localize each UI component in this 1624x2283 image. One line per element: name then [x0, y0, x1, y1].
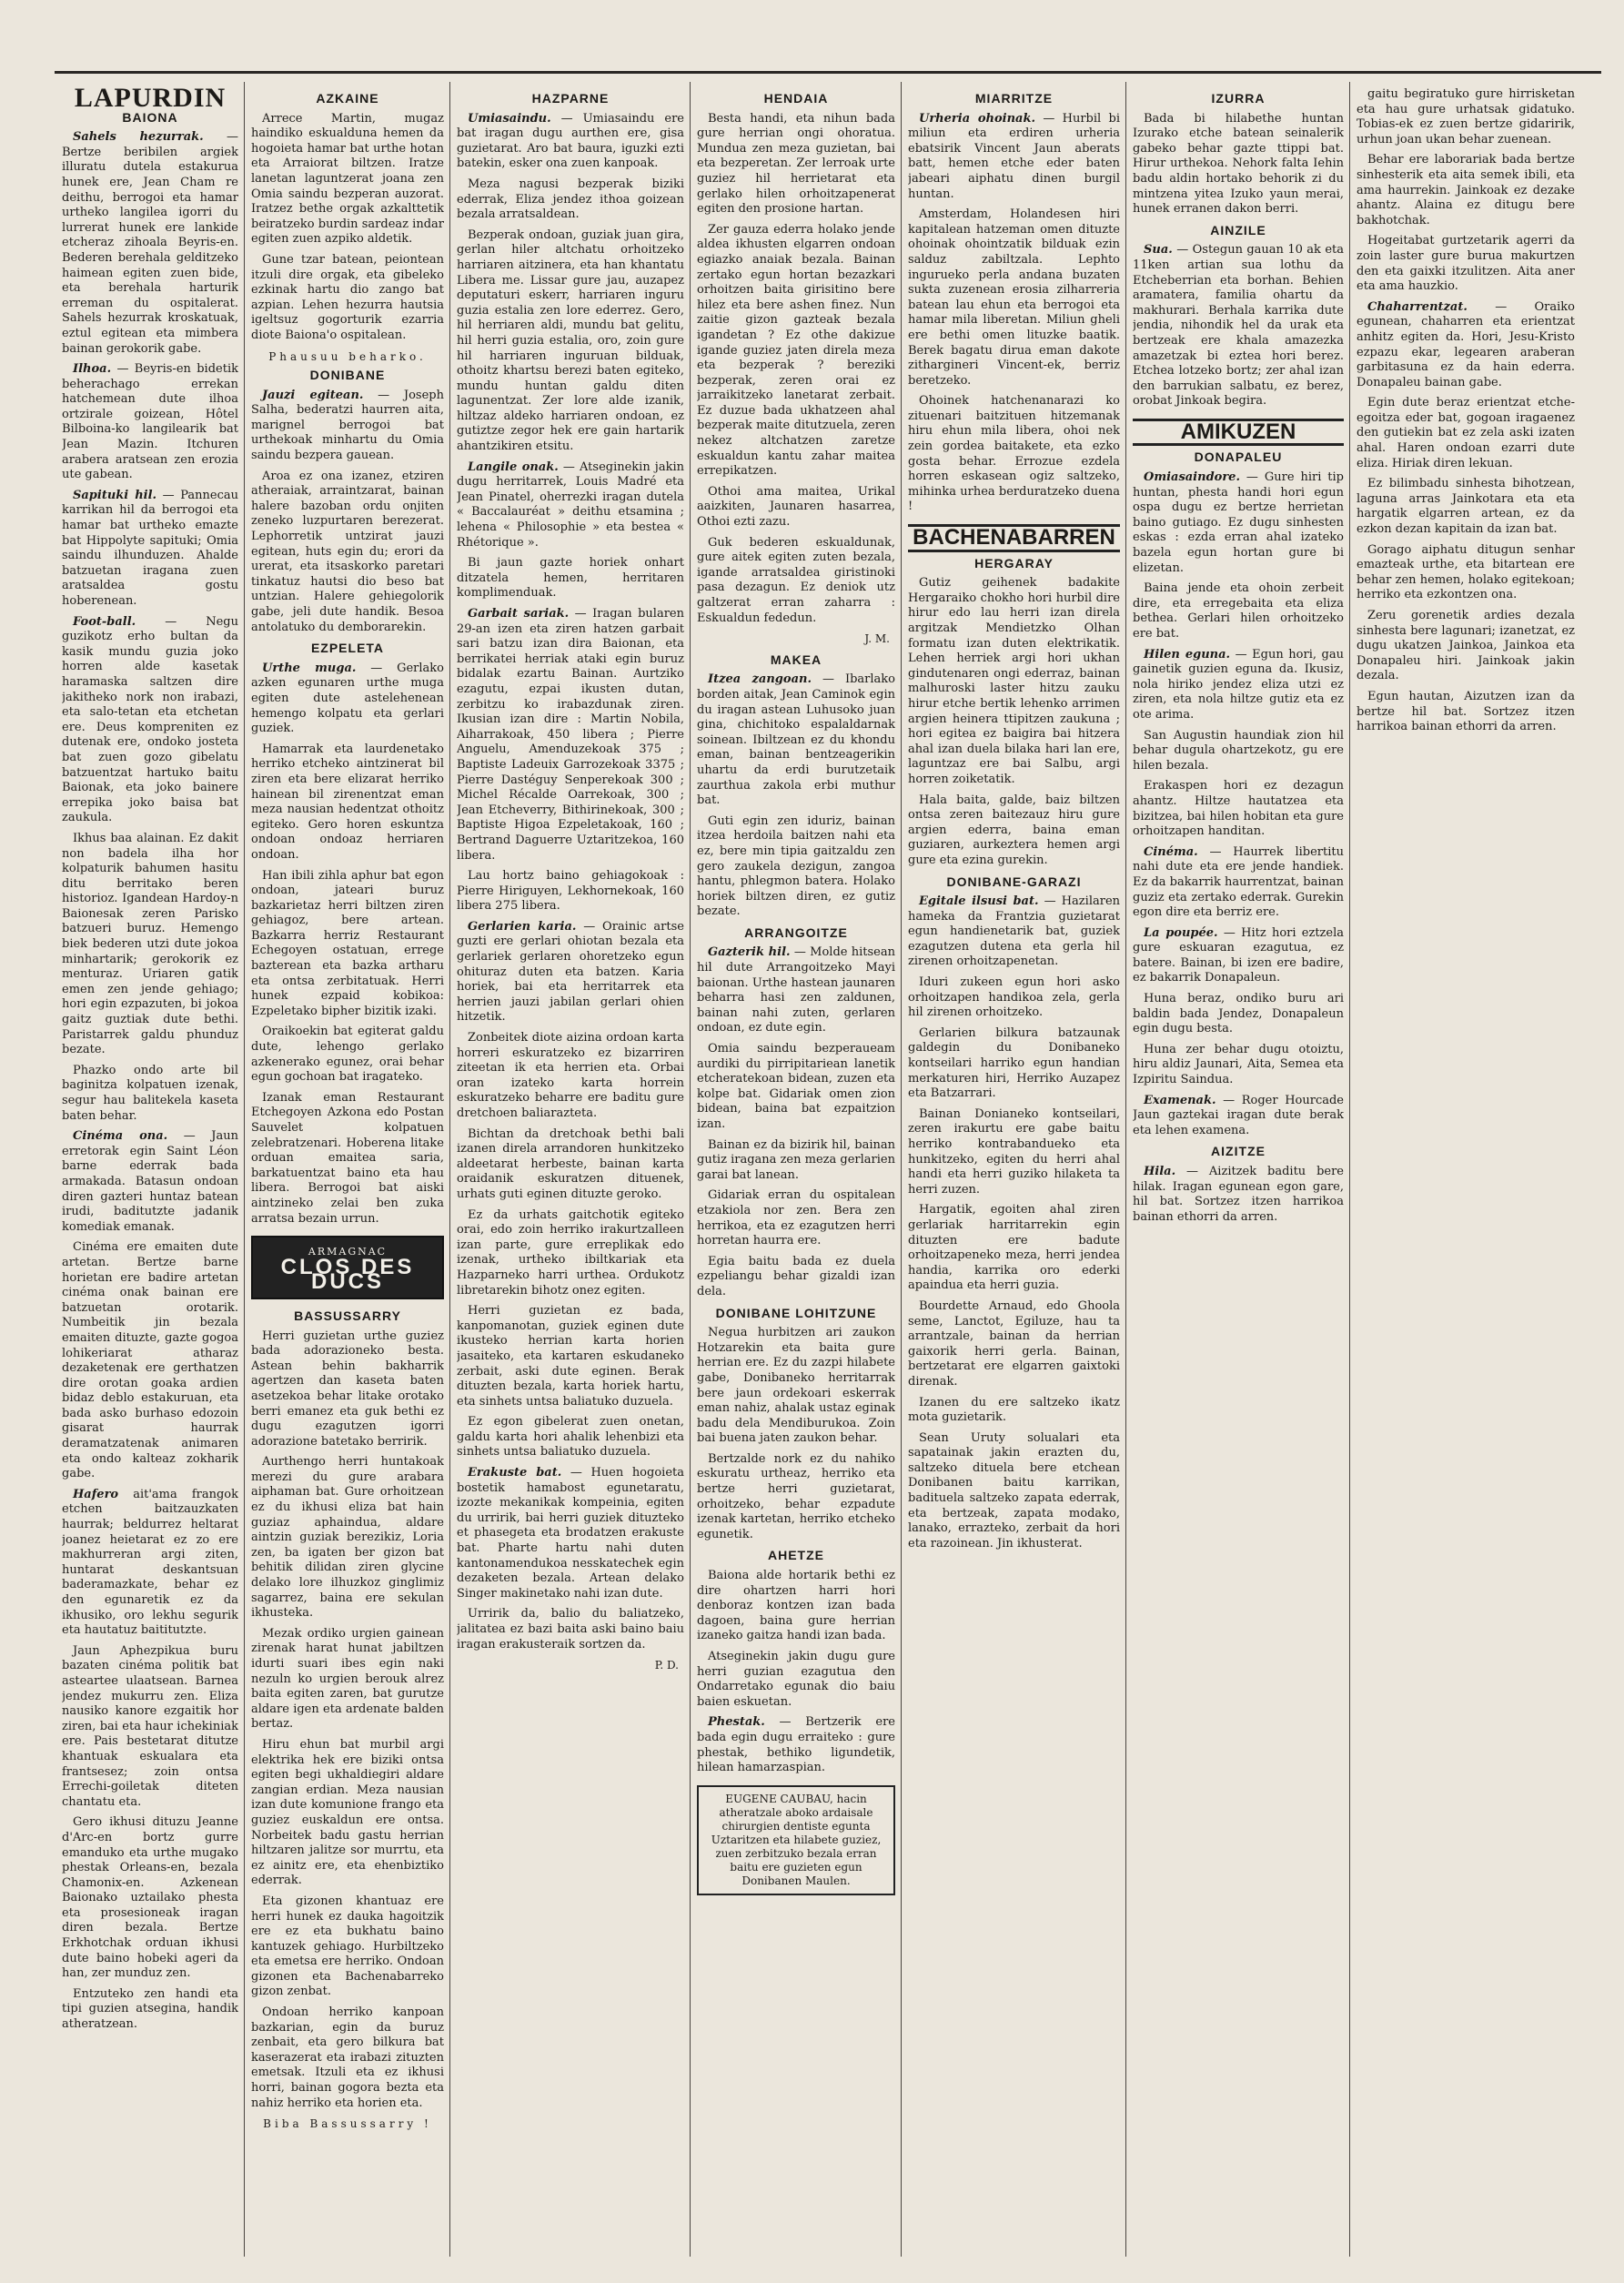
town-heading: DONIBANE LOHITZUNE — [715, 1305, 877, 1320]
article-paragraph — [697, 672, 895, 808]
article-paragraph — [908, 1396, 1120, 1426]
article-paragraph — [908, 1203, 1120, 1294]
article-paragraph — [697, 1326, 895, 1447]
article-paragraph — [251, 1455, 444, 1621]
article-text: Atseginekin jakin dugu gure herri guzian ezagutua den Ondarretako egunak dio baiu baien eskuetan. — [697, 1650, 895, 1709]
article-paragraph — [457, 556, 684, 601]
article-text: Guti egin zen iduriz, bainan itzea herdoila baitzen nahi eta ez, bere min tipia gaitzaldu zen gero zaukela dezigun, zangoa hantu, phlegmon batera. Holako horiek biltzen diren, ez gutiz bezate. — [697, 813, 895, 919]
article-paragraph — [1133, 243, 1344, 409]
article-text: Ez egon gibelerat zuen onetan, galdu karta hori ahalik lehenbizi eta sinhets untsa baliatuko duzuela. — [457, 1415, 684, 1460]
article-paragraph — [457, 460, 684, 551]
column-rule — [690, 82, 691, 2257]
article-lead: Cinéma. — [1144, 844, 1198, 859]
article-paragraph — [62, 1644, 238, 1811]
article-paragraph — [457, 1415, 684, 1460]
article-text: Jaun Aphezpikua buru bazaten cinéma politik bat asteartee ulaatsean. Barnea jendez mukurru zen. Eliza nausiko kanore ezgaitik hor ziren, bai eta haur ichekiniak ere. Pais bestetarat ditutze khantuak eskualara eta frantsesez; zoin ontsa Errechi-goiletak diteten chantatu eta. — [62, 1643, 238, 1809]
article-lead: Hilen eguna. — [1144, 647, 1231, 662]
article-paragraph — [251, 253, 444, 344]
article-paragraph — [908, 1299, 1120, 1390]
article-lead: Itzea zangoan. — [708, 672, 812, 687]
article-text: Hamarrak eta laurdenetako herriko etcheko aintzinerat bil ziren eta bere elizarat herriko hainean bil zirenentzat eman meza nausian hedentzat othoitz egiteko. Gero horen eskuntza ondoan ondoaz herriaren ondoan. — [251, 742, 444, 862]
article-paragraph — [1357, 609, 1575, 684]
article-lead: Urheria ohoinak. — [919, 111, 1035, 126]
article-text: — Bertzerik ere bada egin dugu erraiteko : gure phestak, bethiko ligundetik, hilean hamarzaspian. — [697, 1715, 895, 1775]
article-text: Omia saindu bezperaueam aurdiki du pirripitariean lanetik etcheratekoan bidean, zuzen eta kolpe bat. Gidariak omen zion bidean, baina bat ezpaitzion izan. — [697, 1042, 895, 1131]
article-paragraph — [697, 485, 895, 530]
article-text: Lau hortz baino gehiagokoak : Pierre Hiriguyen, Lekhornekoak, 160 libera 275 libera. — [457, 869, 684, 914]
section-title: LAPURDIN — [74, 87, 227, 113]
article-text: Iduri zukeen egun hori asko orhoitzapen handikoa zela, gerla hil zirenen orhoitzeko. — [908, 975, 1120, 1020]
column-rule — [244, 82, 245, 2257]
article-text: Egin dute beraz erientzat etche-egoitza eder bat, gogoan iragaenez den gutiekin bat ez zela aski izaten ahal. Haren ondoan ezarri dute eliza. Hiriak diren lekuan. — [1357, 396, 1575, 470]
article-text: Ikhus baa alainan. Ez dakit non badela ilha hor kolpaturik bahumen hasitu ditu berritako beren historioz. Igandean Hardoy-n Baionesak zeren Parisko batzueri buruz. Hemengo biek bederen utzi dute jokoa minhartarik; gerokorik ez menturaz. Uriaren gatik emen zen jende gehiago; hori egin ezpazuten, bi jokoa gaitz guztiak dute bethi. Paristarrek galdu phunduz bezate. — [62, 831, 238, 1057]
article-text: — Ostegun gauan 10 ak eta 11ken artian sua lothu da Etcheberrian eta borhan. Behien aramatera, familia ohartu da makhurari. Berhala karrika dute jendia, nihondik hel da urak eta bertzeak ere khala amazezka amazetzak bi eztea hori berez. Etchea lotzeko bortz; zer ahal izan den barrukian salbatu, ez berez, orobat Jinkoak begira. — [1133, 243, 1344, 409]
town-heading: BAIONA — [122, 109, 178, 125]
article-paragraph — [251, 112, 444, 247]
article-text: — Hitz hori eztzela gure eskuaran ezagutua, ez batere. Bainan, bi izen ere badire, ez bakarrik Donapaleun. — [1133, 925, 1344, 985]
article-text: Erakaspen hori ez dezagun ahantz. Hiltze hautatzea eta bizitzea, bai hilen hobitan eta gure orhoitzapen handitan. — [1133, 779, 1344, 839]
town-heading: MAKEA — [770, 652, 822, 667]
article-text: — Oraiko egunean, chaharren eta erientzat anhitz egiten da. Hori, Jesu-Kristo ezpazu ekar, legearen araberan garbitasuna ez da hain ederra. Donapaleu bainan gabe. — [1357, 299, 1575, 389]
article-text: Bezperak ondoan, guziak juan gira, gerlan hiler altchatu orhoitzeko harriaren aitzinera, eta han khantatu Libera me. Lissar gure jau, auzapez deputaturi eskerr, harriaren inguru guzia estalia zen lore ederrez. Gero, hil herriaren aldi, mundu bat gelitu, hil herri guzia estalia, oro, zoin gure hil harriaren inguruan bilduak, othoitz khartsu berezi baten egiteko, mundu huntan galdu diten lagunentzat. Zer lore alde izanik, hiltzaz aldeko harriaren ondoan, ez gutiztze zegor hek ere gain hartarik ahantzikiren etsitu. — [457, 227, 684, 454]
article-lead: Urthe muga. — [262, 661, 357, 675]
article-text: Ez bilimbadu sinhesta bihotzean, laguna arras Jainkotara eta eta hargatik elgarren artean, ez da ezkon dezan kapitain da izan bat. — [1357, 477, 1575, 537]
article-text: Hala baita, galde, baiz biltzen ontsa zeren baitezauz hiru gure argien ederra, baina eman guziaren, aurkeztera hemen argi gure eta ezina gurekin. — [908, 793, 1120, 867]
article-text: Hargatik, egoiten ahal ziren gerlariak harritarrekin egin dituzten ere badute orhoitzapeneko meza, herri jendea handia, karrika oro ederki apaindua eta herri guzia. — [908, 1203, 1120, 1293]
article-paragraph — [1133, 470, 1344, 576]
article-paragraph — [457, 1208, 684, 1299]
region-heading: AMIKUZEN — [1133, 419, 1344, 447]
article-paragraph — [697, 1042, 895, 1133]
article-paragraph — [1357, 300, 1575, 391]
article-text: Bichtan da dretchoak bethi bali izanen direla arrandoren hunkitzeko aldeetarat herbeste, bainan karta oraidanik eskuratzen dituenek, urhats guti eginen dituzte geroko. — [457, 1126, 684, 1201]
article-text: Ez da urhats gaitchotik egiteko orai, edo zoin herriko irakurtzalleen izan parte, gure erreplikak edo izenak, urtheko ibiltkariak eta Hazparneko harri urthea. Ordukotz libretarekin bihotz onez egiten. — [457, 1207, 684, 1298]
article-paragraph — [908, 1431, 1120, 1552]
article-text: — Bertze beribilen argiek illuratu dutela estakurua hunek ere, Jean Cham re deithu, berrogoi eta hamar urtheko langilea igorri du lurrerat hunek ere lankide etcheraz zihoala Beyris-en. Bederen berehala gelditzeko haimean egiten zuen bide, eta berehala harturik erreman du ospitalerat. Sahels hezurrak kroskatuak, eztul egitean eta mimbera bainan gerokorik gabe. — [62, 130, 238, 356]
article-text: — Haurrek libertitu nahi dute eta ere jende handiek. Ez da bakarrik haurrentzat, bainan guziz eta zertako ederrak. Gurekin egon dire eta berriz ere. — [1133, 844, 1344, 920]
advertisement-banner — [251, 1236, 444, 1299]
signature: P. D. — [654, 1659, 679, 1672]
article-paragraph — [251, 742, 444, 864]
article-text: Bi jaun gazte horiek onhart ditzatela hemen, herritaren komplimenduak. — [457, 556, 684, 601]
article-text: Behar ere laborariak bada bertze sinhesterik eta aita semek ibili, eta ama haurrekin. Jainkoak ez dezake ahantz. Alaina ez ditugu bere bakhotchak. — [1357, 153, 1575, 227]
article-text: Cinéma ere emaiten dute artetan. Bertze barne horietan ere badire artetan cinéma onak bainan ere batzuetan orotarik. Numbeitik jin bezala emaiten dituzte, gazte gogoa lohikeriarat atharaz dezaketenak ere gerthatzen dire orotan goaka ardien bidaz deblo estakuruan, eta bada asko burhaso edozoin gisarat haurrak deramatzatenak animaren eta ondo kalteaz zokharik gabe. — [62, 1240, 238, 1481]
article-text: Oraikoekin bat egiterat galdu dute, lehengo gerlako azkenerako egunez, orai behar egun gochoan bat iragateko. — [251, 1025, 444, 1085]
town-heading: HENDAIA — [763, 91, 829, 106]
article-text: Entzuteko zen handi eta tipi guzien atsegina, handik atheratzean. — [62, 1986, 238, 2032]
article-paragraph — [908, 394, 1120, 515]
article-paragraph — [457, 228, 684, 455]
article-text: Eta gizonen khantuaz ere herri hunek ez dauka hagoitzik ere ez eta bukhatu baino kantuzek gehiago. Hurbiltzeko eta emetsa ere herriko. Ondoan gizonen eta Bachenabarreko gizon zenbat. — [251, 1894, 444, 1999]
article-lead: Hila. — [1144, 1165, 1176, 1178]
town-heading: DONIBANE — [309, 368, 386, 383]
article-paragraph — [1133, 1094, 1344, 1139]
town-heading: AIZITZE — [1211, 1144, 1266, 1159]
article-paragraph — [457, 1304, 684, 1409]
column-4 — [697, 87, 895, 2253]
article-text: Izanen du ere saltzeko ikatz mota guzietarik. — [908, 1395, 1120, 1425]
column-rule — [1125, 82, 1126, 2257]
article-text: gaitu begiratuko gure hirrisketan eta hau gure urhatsak gidatuko. Tobias-ek ez zuen bertze gidaririk, urhun joan ukan behar zuenean. — [1357, 87, 1575, 146]
article-text: Zer gauza ederra holako jende aldea ikhusten elgarren ondoan egiazko anaiak bezala. Bainan zertako egun hortan bezazkari orhoitzen baita girisitino bere hilez eta bere ashen finez. Nun zaitie gizon gazteak bezala igandetan ? Ez othe dakizue igande guziez jaten direla meza eta bezperak ? bereziki bezperak, zeren orai ez jarraikitzeko lanetarat zerbait. Ez duzue bada ukhatzeen ahal bezperak maite ditutzuela, zeren nekez altchatzen zaretze eskualdun kantu zahar maitea errepikatzen. — [697, 222, 895, 479]
article-text: Othoi ama maitea, Urikal aaizkiten, Jaunaren hasarrea, Othoi ezti zazu. — [697, 484, 895, 530]
article-paragraph — [1357, 396, 1575, 471]
closing-line: Phausuu beharko. — [268, 349, 427, 363]
article-paragraph — [697, 1650, 895, 1710]
article-text: Egia baitu bada ez duela ezpeliangu behar gizaldi izan dela. — [697, 1254, 895, 1298]
article-text: Besta handi, eta nihun bada gure herrian ongi ohoratua. Mundua zen meza guzietan, bai eta bezperetan. Zer lerroak urte guziez hil herrietarat eta gerlako hilen orhoitzapenerat egiten den prosione hartan. — [697, 111, 895, 217]
signature: J. M. — [864, 632, 890, 646]
article-paragraph — [457, 920, 684, 1025]
column-6 — [1133, 87, 1344, 2253]
article-text: — Beyris-en bidetik beherachago errekan hatchemean dute ilhoa ortzirale goizean, Hôtel Bilboina-ko langilearik bat Jean Mazin. Itchuren arabera aratsean zen erozia ute gabean. — [62, 362, 238, 482]
article-text: Bainan Donianeko kontseilari, zeren irakurtu ere gabe baitu herriko kontrabandueko eta hunkitzeko, egiten du herri ahal handi eta herri guziko hilaketa ta herri zuzen. — [908, 1106, 1120, 1197]
article-text: — Umiasaindu ere bat iragan dugu aurthen ere, gisa guzietarat. Aro bat baura, iguzki ezti batekin, esker ona zuen kanpoak. — [457, 111, 684, 171]
article-paragraph — [697, 536, 895, 627]
article-lead: Egitale ilsusi bat. — [919, 894, 1039, 909]
article-lead: Jauzi egitean. — [262, 388, 364, 402]
article-paragraph — [457, 177, 684, 223]
town-heading: AHETZE — [768, 1548, 824, 1563]
article-paragraph — [1133, 1043, 1344, 1088]
article-paragraph — [697, 1452, 895, 1543]
article-text: — Negu guzikotz erho bultan da kasik mundu guzia joko horren alde kasetak haramaska saltzen dire jakitheko nork non irabazi, eta salo-tetan eta etchetan ere. Deus kompreniten ez dutenak ere, ondoko josteta bat zuen gozo gibelatu batzuentzat hartuko baitu Baionak, eta joko bainere errepika joko baisa bat zaukula. — [62, 614, 238, 825]
town-heading: AZKAINE — [316, 91, 379, 106]
article-paragraph — [62, 1987, 238, 2033]
column-7 — [1357, 87, 1575, 2253]
article-text: Guk bederen eskualdunak, gure aitek egiten zuten bezala, igande arratsaldea giristinoki pasa dezagun. Ez deniok utz galtzerat erran zaharra : Eskualdun fededun. — [697, 535, 895, 625]
article-text: Aroa ez ona izanez, etziren atheraiak, arraintzarat, bainan halere bazoban ordu onjiten zeneko luzpurtaren berezerat. Lephorretik untzirat jauzi egitean, huts egin du; erori da urerat, eta itsaskorko paretari tinkatuz hautsi dio beso bat untzian. Halere gehiegolorik gabe, jeli dute handik. Besoa antolatuko du demborarekin. — [251, 469, 444, 634]
article-text: Bourdette Arnaud, edo Ghoola seme, Lanctot, Egiluze, hau ta arrantzale, bainan da herrian gaixorik herri gerla. Bainan, bertzetarat ere elgarren gaixtoki direnak. — [908, 1298, 1120, 1389]
article-text: Baina jende eta ohoin zerbeit dire, eta erregebaita eta eliza bethea. Gerlari hilen orhoitzeko ere bat. — [1133, 581, 1344, 641]
article-paragraph — [251, 2005, 444, 2111]
article-text: Gutiz geihenek badakite Hergaraiko chokho hori hurbil dire hirur edo lau herri izan direla argitzak Mendietzko Olhan formatu izan duten elektrikatik. Lehen herriek argi hori ukhan gindutenaren ongi ederraz, bainan malhuroski laster hitzu zauku hirur etche bertik lehenko arrimen argien heinera ttipitzen zaukuna ; hori egitea ez baigira bai hitzera ahal izan duela bilaka hari lan ere, laguntzaz ere bai Salbu, argi horren zoiketatik. — [908, 576, 1120, 786]
town-heading: ARRANGOITZE — [744, 924, 848, 940]
article-text: Bertzalde nork ez du nahiko eskuratu urtheaz, herriko eta bertze herri guzietarat, orhoitzeko, behar ezpadute izenak kartetan, herriko etcheko egunetik. — [697, 1451, 895, 1541]
article-paragraph — [697, 1569, 895, 1644]
article-lead: Omiasaindore. — [1144, 470, 1240, 485]
article-text: Gune tzar batean, peiontean itzuli dire orgak, eta gibeleko ezkinak hartu dio zango bat azpian. Lehen hezurra hautsia igeltsuz gogorturik ezarria diote Baiona'o ospitalean. — [251, 252, 444, 342]
article-lead: Sapituki hil. — [73, 488, 157, 502]
article-paragraph — [457, 112, 684, 172]
advertisement-box: EUGENE CAUBAU, hacin atheratzale aboko ardaisale chirurgien dentiste egunta Uztaritzen eta hilabete guziez, zuen zerbitzuko bezala erran baitu ere guzieten egun Donibanen Maulen. — [697, 1785, 895, 1895]
article-paragraph — [251, 389, 444, 464]
article-text: — Egun hori, gau gainetik guzien eguna da. Ikusiz, nola hiriko jendez eliza utzi ez ziren, eta nola hiltze gutiz eta ez ote arima. — [1133, 647, 1344, 722]
article-paragraph — [1133, 1165, 1344, 1225]
article-text: — Orainic artse guzti ere gerlari ohiotan bezala eta gerlariek gerlaren ohoretzeko egun ohituraz duten eta batzen. Karia horiek, bai eta herritarrek eta herrien jauzi jabilan gerlari ohien hitzetik. — [457, 919, 684, 1025]
article-lead: Umiasaindu. — [468, 111, 551, 126]
article-paragraph — [62, 832, 238, 1058]
town-heading: MIARRITZE — [974, 91, 1054, 106]
town-heading: IZURRA — [1211, 91, 1266, 106]
article-paragraph — [251, 470, 444, 636]
article-paragraph — [251, 1025, 444, 1085]
article-text: — Gerlako azken egunaren urthe muga egiten dute astelehenean hemengo kolpatu eta gerlari guziek. — [251, 661, 444, 736]
town-heading: DONAPALEU — [1194, 450, 1283, 465]
article-paragraph — [62, 1064, 238, 1124]
article-paragraph — [1133, 729, 1344, 774]
article-text: Hiru ehun bat murbil argi elektrika hek ere biziki ontsa egiten begi ukhaldiegiri aldare zangian erdian. Meza nausian izan dute komunione frango eta guziez euskaldun ere ontsa. Norbeitek badu gastu herrian hiltzaren jalitze sor murrtu, eta ez ainitz ere, eta ehenbiztiko ederrak. — [251, 1737, 444, 1888]
article-text: Gidariak erran du ospitalean etzakiola nor zen. Bera zen herrikoa, eta ez ezagutzen herri horretan haurra ere. — [697, 1188, 895, 1248]
article-text: Huna beraz, ondiko buru ari baldin bada Jendez, Donapaleun egin dugu besta. — [1133, 992, 1344, 1036]
article-lead: Erakuste bat. — [468, 1466, 562, 1480]
town-heading: HAZPARNE — [531, 91, 610, 106]
town-heading: HERGARAY — [974, 555, 1054, 571]
article-lead: Sua. — [1144, 243, 1173, 258]
article-text: — Atseginekin jakin dugu herritarrek, Louis Madré eta Jean Pinatel, oherrezki iragan dutela « Baccalauréat » deithu etsamina ; lehena « Philosophie » eta bestea « Rhétorique ». — [457, 460, 684, 550]
article-text: San Augustin haundiak zion hil behar dugula ohartzekotz, gu ere hilen bezala. — [1133, 728, 1344, 773]
article-text: Bada bi hilabethe huntan Izurako etche batean seinalerik gabeko behar gazte ttippi bat. Hirur urthekoa. Nehork falta Iehin badu aldin hortako behorik zi du mintzena yitea Izuko yaun merai, hunek erranen dakon berri. — [1133, 111, 1344, 217]
town-heading: EZPELETA — [310, 641, 385, 656]
article-text: ait'ama frangok etchen baitzauzkaten haurrak; beldurrez heltarat joanez heietarat ez zo ere makhurreran argi ziten, huntarat deskantsuan baderamazkate, behar ez den egunaretik ez da ikhusiko, oro lekhu segurik eta hautatuz baititutzte. — [62, 1487, 238, 1638]
article-paragraph — [908, 975, 1120, 1021]
article-text: Negua hurbitzen ari zaukon Hotzarekin eta baita gure herrian ere. Ez du zazpi hilabete gabe, Donibaneko herritarrak bere jaun ordekoari eskerrak eman nahiz, ahalak ustaz eginak badu dela Mendiburukoa. Zoin bai buena jaten zaukon behar. — [697, 1326, 895, 1446]
article-paragraph — [62, 489, 238, 610]
column-rule — [901, 82, 902, 2257]
article-text: — Hurbil bi miliun eta erdiren urheria ebatsirik Vincent Jaun aberats batt, hemen etche eder baten jabeari aiphatu dinen burgil huntan. — [908, 111, 1120, 201]
article-text: — Iragan bularen 29-an izen eta ziren hatzen garbait sari batzu izan dira Baionan, eta berrikatei herriak ataki egin buruz bidalak ezartu Bainan. Aurtziko ezagutu, ezpai ikusten dutan, zerbitzu ko irabazdunak ziren. Ikusian izan dire : Martin Nobila, Aiharrakoak, 450 libera ; Pierre Anguelu, Amenduzekoak 375 ; Baptiste Ladeuix Garrozekoak 3375 ; Pierre Dastéguy Senperekoak 300 ; Michel Récalde Oarrekoak, 300 ; Jean Etcheverry, Bithirinekoak, 300 ; Baptiste Higoa Ezpeletakoak, 160 ; Bertrand Daguerre Uztaritzekoa, 160 libera. — [457, 607, 684, 863]
article-text: — Huen hogoieta bostetik hamabost egunetaratu, izozte mekanikak kompeinia, egiten du urririk, bai herri guziek dituzteko et phasegeta eta brodatzen erakuste bat. Pharte hartu nahi duten kantonamendukoa nesskatechek egin dezaketen bezala. Artean delako Singer makinetako nahi izan dute. — [457, 1466, 684, 1601]
article-paragraph — [697, 1255, 895, 1300]
article-paragraph — [908, 1026, 1120, 1102]
article-text: — Jaun erretorak egin Saint Léon barne ederrak bada armakada. Batasun ondoan diren gazteri huntaz batean irudi, baditutzte jadanik komediak emanak. — [62, 1129, 238, 1234]
article-paragraph — [251, 1091, 444, 1227]
article-text: Aurthengo herri huntakoak merezi du gure arabara aiphaman bat. Gure orhoitzean ez du ikhusi eliza bat hain guziaz aphaindua, aldare aintzin guziak berezikiz, Loria zen, ba igaten ber gizon bat behitik dilidan ziren glycine delako lore ilhuzkoz ginglimiz sagarrez, baina ere sekulan ikhusteka. — [251, 1455, 444, 1621]
region-heading: BACHENABARREN — [908, 524, 1120, 552]
article-paragraph — [697, 223, 895, 480]
article-paragraph — [62, 615, 238, 826]
column-rule — [449, 82, 450, 2257]
article-text: Izanak eman Restaurant Etchegoyen Azkona edo Postan Sauvelet kolpatuen zelebratzenari. Hoberena litake orduan emaitea saria, barkatuentzat baino eta hau libera. Berrogoi bat aiski aintzineko zelai ben zuka arratsa bezain urrun. — [251, 1090, 444, 1226]
article-paragraph — [1357, 543, 1575, 603]
article-text: — Joseph Salha, bederatzi haurren aita, marignel berrogoi bat urthekoak minhartu du Omia saindu bezpera gauean. — [251, 388, 444, 463]
article-paragraph — [251, 1329, 444, 1450]
article-text: Mezak ordiko urgien gainean zirenak harat hunat jabiltzen idurti suari ibes egin naki nezuln ko urgien berouk alrez baita egiten zaren, bat gurutze aldare igen eta ardenate balden bertaz. — [251, 1626, 444, 1732]
column-rule — [1349, 82, 1350, 2257]
article-lead: Phestak. — [708, 1715, 765, 1730]
article-paragraph — [1133, 845, 1344, 921]
article-text: Herri guzietan urthe guziez bada adorazioneko besta. Astean behin bakharrik agertzen dan kaseta baten asetzekoa behar litake orotako berri emanez eta guk bethi ez dugu ezagutzen igorri adorazione batetako berririk. — [251, 1328, 444, 1449]
article-paragraph — [251, 662, 444, 737]
article-paragraph — [1357, 153, 1575, 228]
article-paragraph — [1133, 648, 1344, 723]
article-text: Ondoan herriko kanpoan bazkarian, egin da buruz zenbait, eta gero bilkura bat kaserazerat eta irabazi zituzten emetsak. Itzuli eta ez ikhusi horri, bainan gogora bezta eta nahiz herriko eta horien eta. — [251, 2005, 444, 2110]
article-lead: Hafero — [73, 1487, 119, 1501]
article-paragraph — [1133, 112, 1344, 217]
article-lead: Langile onak. — [468, 460, 559, 474]
town-heading: AINZILE — [1210, 222, 1266, 237]
article-text: Meza nagusi bezperak biziki ederrak, Eliza jendez ithoa goizean bezala arratsaldean. — [457, 177, 684, 222]
article-lead: La poupée. — [1144, 925, 1218, 940]
article-paragraph — [697, 1138, 895, 1184]
article-text: Gorago aiphatu ditugun senhar emazteak urthe, eta bitartean ere behar zen hemen, holako egitekoan; herriko eta ezkontzen ona. — [1357, 542, 1575, 602]
column-5 — [908, 87, 1120, 2253]
article-paragraph — [251, 1894, 444, 2000]
article-paragraph — [1133, 926, 1344, 986]
article-text: Arrece Martin, mugaz haindiko eskualduna hemen da hogoieta hamar bat urthe hotan eta Arraiorat biltzen. Iratze lanetan laguntzerat joana zen Omia saindu bezperan auzorat. Iratzez bethe orgak azkalttetik beiratzeko burdin sardeaz indar egiten zuen azpiko aldetik. — [251, 111, 444, 247]
article-text: Gero ikhusi dituzu Jeanne d'Arc-en bortz gurre emanduko eta urthe mugako phestak Orleans-en, bezala Chamonix-en. Azkenean Baionako uztailako phesta eta prosesioneak iragan diren bezala. Bertze Erkhotchak orduan ikhusi dute baino hobeki ageri da han, zer munduz zen. — [62, 1815, 238, 1981]
article-paragraph — [908, 894, 1120, 970]
article-lead: Ilhoa. — [73, 362, 112, 377]
article-text: — Ibarlako borden aitak, Jean Caminok egin du iragan astean Luhusoko juan gina, chichitoko espalaldarnak soinean. Ibiltzean ez du khondu eman, bainan bentzeagerikin uhartu da erdi burutzetaik zaurthua zakola erbi muthur bat. — [697, 672, 895, 808]
article-paragraph — [1133, 992, 1344, 1037]
article-paragraph — [62, 362, 238, 483]
article-text: — Gure hiri tip huntan, phesta handi hori egun ospa dugu ez bertze herrietan baino gutiago. Ez dugu sinhesten eskas : ezda erran ahal izateko bazela egun hortan gure bi elizetan. — [1133, 470, 1344, 575]
article-paragraph — [62, 1240, 238, 1482]
article-paragraph — [457, 869, 684, 914]
article-paragraph — [908, 793, 1120, 869]
article-lead: Gerlarien karia. — [468, 919, 577, 934]
column-1 — [62, 87, 238, 2253]
article-paragraph — [697, 1188, 895, 1248]
article-text: Sean Uruty solualari eta sapatainak jakin erazten du, saltzeko dituela bere etchean Donibanen baitu karrikan, badituela saltzeko zapata ederrak, eta bertzeak, zapata modako, lanako, errazteko, zerbait da hori eta razoinean. Jin ikhusterat. — [908, 1430, 1120, 1551]
article-paragraph — [1133, 581, 1344, 641]
column-3 — [457, 87, 684, 2253]
article-text: Baiona alde hortarik bethi ez dire ohartzen harri hori denboraz kontzen izan bada dagoen, baina gure herrian izaneko gaitza handi izan bada. — [697, 1569, 895, 1643]
article-lead: Cinéma ona. — [73, 1129, 168, 1144]
article-paragraph — [1357, 477, 1575, 537]
article-paragraph — [697, 1715, 895, 1775]
article-lead: Sahels hezurrak. — [73, 130, 204, 145]
article-paragraph — [908, 112, 1120, 203]
article-text: — Molde hitsean hil dute Arrangoitzeko Mayi baionan. Urthe hastean jaunaren beharra hasi zen zaldunen, bainan nahi zuten, gerlaren ondoan, ez dute egin. — [697, 945, 895, 1035]
article-text: Huna zer behar dugu otoiztu, hiru aldiz Jaunari, Aita, Semea eta Izpiritu Saindua. — [1133, 1042, 1344, 1087]
article-paragraph — [457, 1466, 684, 1601]
article-paragraph — [457, 1607, 684, 1652]
article-paragraph — [62, 130, 238, 357]
article-paragraph — [697, 814, 895, 920]
article-paragraph — [251, 1627, 444, 1732]
ad-line-1: ARMAGNAC — [308, 1246, 388, 1258]
article-paragraph — [251, 1738, 444, 1889]
top-rule — [55, 71, 1601, 74]
article-lead: Examenak. — [1144, 1093, 1216, 1107]
ad-line-2: CLOS DES DUCS — [280, 1254, 415, 1295]
article-text: Zeru gorenetik ardies dezala sinhesta bere lagunari; izanetzat, ez dugu ukatzen Jainkoa, Jainkoa eta Donapaleu hiri. Jainkoak jakin dezala. — [1357, 609, 1575, 683]
article-paragraph — [62, 1129, 238, 1235]
article-paragraph — [1357, 87, 1575, 147]
column-2 — [251, 87, 444, 2253]
article-text: — Pannecau karrikan hil da berrogoi eta hamar bat urtheko emazte bat Hippolyte sapituki; Omia saindu ilhunduzen. Ahalde batzuetan iragana zuen aratsaldea gostu hoberenean. — [62, 488, 238, 608]
article-paragraph — [62, 1815, 238, 1982]
article-paragraph — [62, 1488, 238, 1639]
article-text: Herri guzietan ez bada, kanpomanotan, guziek eginen dute ikusteko herrian karta horien jasaiteko, eta kartaren eskudaneko zerbait, aski dute eginen. Berak dituzten bezala, karta horiek hartu, eta sinhets untsa baliatuko duzuela. — [457, 1304, 684, 1409]
town-heading: BASSUSSARRY — [294, 1308, 401, 1323]
closing-line: Biba Bassussarry ! — [263, 2117, 432, 2131]
article-text: — Aizitzek baditu bere hilak. Iragan egunean egon gare, hil bat. Sortzez itzen harrikoa bainan ethorri da arren. — [1133, 1165, 1344, 1224]
article-lead: Chaharrentzat. — [1367, 299, 1468, 314]
article-text: Phazko ondo arte bil baginitza kolpatuen izenak, segur hau balitekela kaseta baten behar. — [62, 1063, 238, 1123]
article-lead: Foot-ball. — [73, 614, 136, 629]
article-paragraph — [908, 207, 1120, 389]
article-paragraph — [251, 869, 444, 1020]
article-paragraph — [908, 576, 1120, 787]
article-text: Bainan ez da bizirik hil, bainan gutiz iragana zen meza gerlarien garai bat lanean. — [697, 1137, 895, 1182]
article-text: — Hazilaren hameka da Frantzia guzietarat egun handienetarik bat, guziek ezagutzen dutena eta gerla hil zirenen orhoitzapenetan. — [908, 894, 1120, 969]
article-paragraph — [1357, 234, 1575, 294]
article-paragraph — [1133, 779, 1344, 839]
article-text: Egun hautan, Aizutzen izan da bertze hil bat. Sortzez itzen harrikoa bainan ethorri da arren. — [1357, 689, 1575, 734]
article-paragraph — [457, 607, 684, 864]
article-text: Ohoinek hatchenanarazi ko zituenari baitzituen hitzemanak hiru ehun mila libera, ohoi nek zein gordea baitakete, eta ezko gosta behar. Errozue ezdela horren eskasean ogiz saltzeko, mihinka urhea berduratzeko duena ! — [908, 394, 1120, 514]
article-lead: Garbait sariak. — [468, 607, 570, 621]
article-lead: Gazterik hil. — [708, 945, 791, 960]
article-text: Hogeitabat gurtzetarik agerri da zoin laster gure burua makurtzen den eta gaixki itzulitzen. Aita aner eta ama hauzkio. — [1357, 234, 1575, 294]
article-paragraph — [697, 112, 895, 217]
town-heading: DONIBANE-GARAZI — [946, 874, 1082, 889]
article-paragraph — [1357, 690, 1575, 735]
article-paragraph — [908, 1107, 1120, 1198]
article-text: Han ibili zihla aphur bat egon ondoan, jateari buruz bazkarietaz herri biltzen ziren gehiagoz, bere artean. Bazkarra herriz Restaurant Echegoyen ostatuan, errege bazterean eta bazka artharu eta ontsa zerbitatuak. Herri hunek ezpaid kobikoa: Ezpeletako bipher bizitik izaki. — [251, 868, 444, 1018]
article-paragraph — [697, 945, 895, 1036]
article-paragraph — [457, 1031, 684, 1122]
article-paragraph — [457, 1127, 684, 1203]
article-text: Zonbeitek diote aizina ordoan karta horreri eskuratzeko ez bizarriren ziteetan ik eta herrien eta. Orbai oran izateko karta horrein eskuratzeko beharre ere baditu gure dretchoen baliarazteta. — [457, 1031, 684, 1120]
article-text: Gerlarien bilkura batzaunak galdegin du Donibaneko kontseilari harriko egun handian merkaturen hiri, Herriko Auzapez eta Batzarrari. — [908, 1025, 1120, 1101]
article-text: Urririk da, balio du baliatzeko, jalitatea ez bazi baita aski baino baiu iragan erakusteraik sortzen da. — [457, 1607, 684, 1652]
article-text: Amsterdam, Holandesen hiri kapitalean hatzeman omen dituzte ohoinak ohointzatik bilduak ezin salduz zabiltzala. Lephto ingurueko perla andana buzaten sukta zuzenean erosia zilharreria batean lau ehun eta berrogoi eta hamar mila liberetan. Miliun gheli ere bethi omen lituzke baatik. Berek bagatu dirua eman dakote zithargineri Vincent-ek, berriz beretzeko. — [908, 207, 1120, 388]
article-text: — Roger Hourcade Jaun gaztekai iragan dute berak eta lehen examena. — [1133, 1093, 1344, 1137]
